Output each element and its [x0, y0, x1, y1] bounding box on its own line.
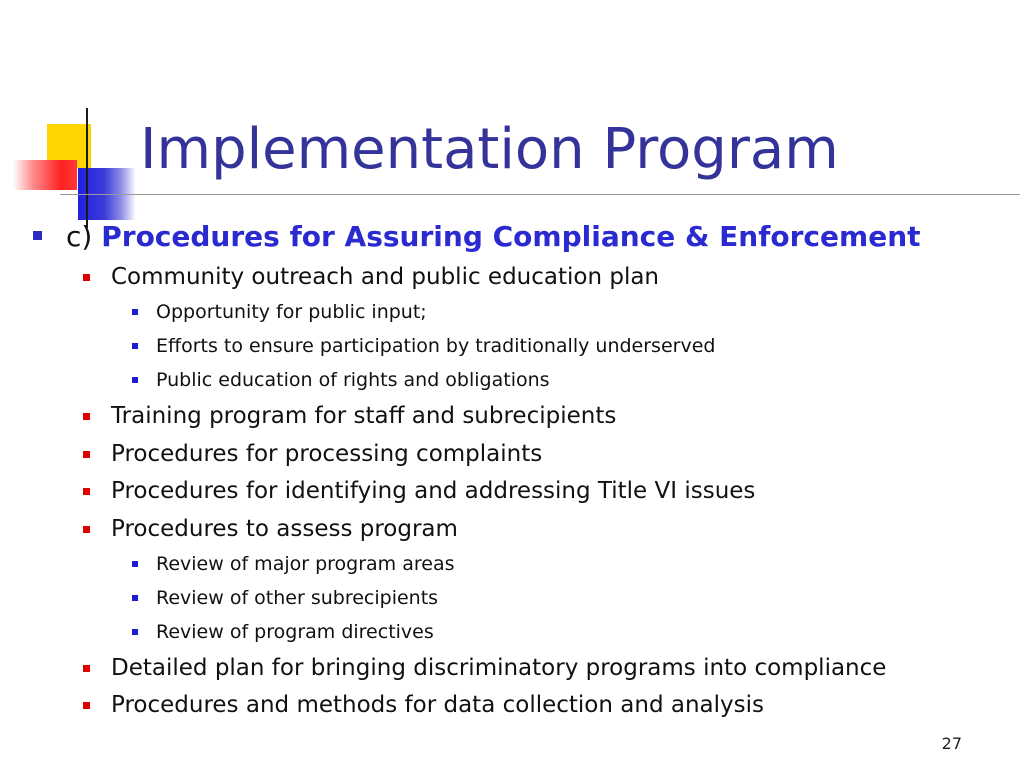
list-item	[111, 478, 755, 504]
list-item	[111, 264, 659, 290]
title-divider	[60, 194, 1020, 195]
main-bullet-prefix: c)	[66, 220, 93, 253]
decor-red-square	[13, 160, 77, 190]
slide-title: Implementation Program	[140, 117, 839, 182]
bullet-square-icon	[83, 451, 90, 458]
bullet-square-icon	[83, 702, 90, 709]
decor-vertical-line	[86, 108, 88, 228]
bullet-square-icon	[83, 526, 90, 533]
list-item-text: Procedures to assess program	[111, 516, 458, 542]
main-bullet	[66, 220, 921, 253]
list-item	[111, 516, 458, 542]
list-item	[111, 692, 764, 718]
list-item	[111, 441, 542, 467]
main-bullet-heading: Procedures for Assuring Compliance & Enforcement	[101, 220, 921, 253]
list-item-text: Procedures and methods for data collection and analysis	[111, 692, 764, 718]
list-item-text: Detailed plan for bringing discriminatory programs into compliance	[111, 655, 887, 681]
list-item	[156, 553, 455, 575]
bullet-square-icon	[83, 413, 90, 420]
bullet-square-icon	[83, 665, 90, 672]
list-item	[156, 301, 427, 323]
list-item-text: Public education of rights and obligations	[156, 369, 550, 391]
bullet-square-icon	[83, 274, 90, 281]
list-item-text: Community outreach and public education plan	[111, 264, 660, 290]
bullet-square-icon	[132, 561, 138, 567]
page-number: 27	[941, 734, 962, 753]
list-item-text: Efforts to ensure participation by traditionally underserved	[156, 335, 716, 357]
bullet-square-icon	[132, 377, 138, 383]
bullet-square-icon	[132, 595, 138, 601]
list-item	[156, 369, 550, 391]
bullet-square-icon	[83, 488, 90, 495]
list-item-text: Review of major program areas	[156, 553, 455, 575]
bullet-square-icon	[33, 231, 42, 240]
bullet-square-icon	[132, 629, 138, 635]
bullet-square-icon	[132, 343, 138, 349]
list-item-text: Training program for staff and subrecipients	[111, 403, 617, 429]
list-item	[156, 621, 434, 643]
list-item-text: Procedures for processing complaints	[111, 441, 543, 467]
list-item-text: Procedures for identifying and addressing Title VI issues	[111, 478, 756, 504]
list-item-text: Review of other subrecipients	[156, 587, 439, 609]
list-item	[156, 335, 715, 357]
list-item-text: Opportunity for public input;	[156, 301, 427, 323]
list-item-text: Review of program directives	[156, 621, 434, 643]
bullet-square-icon	[132, 309, 138, 315]
list-item	[111, 655, 886, 681]
list-item	[111, 403, 616, 429]
list-item	[156, 587, 438, 609]
